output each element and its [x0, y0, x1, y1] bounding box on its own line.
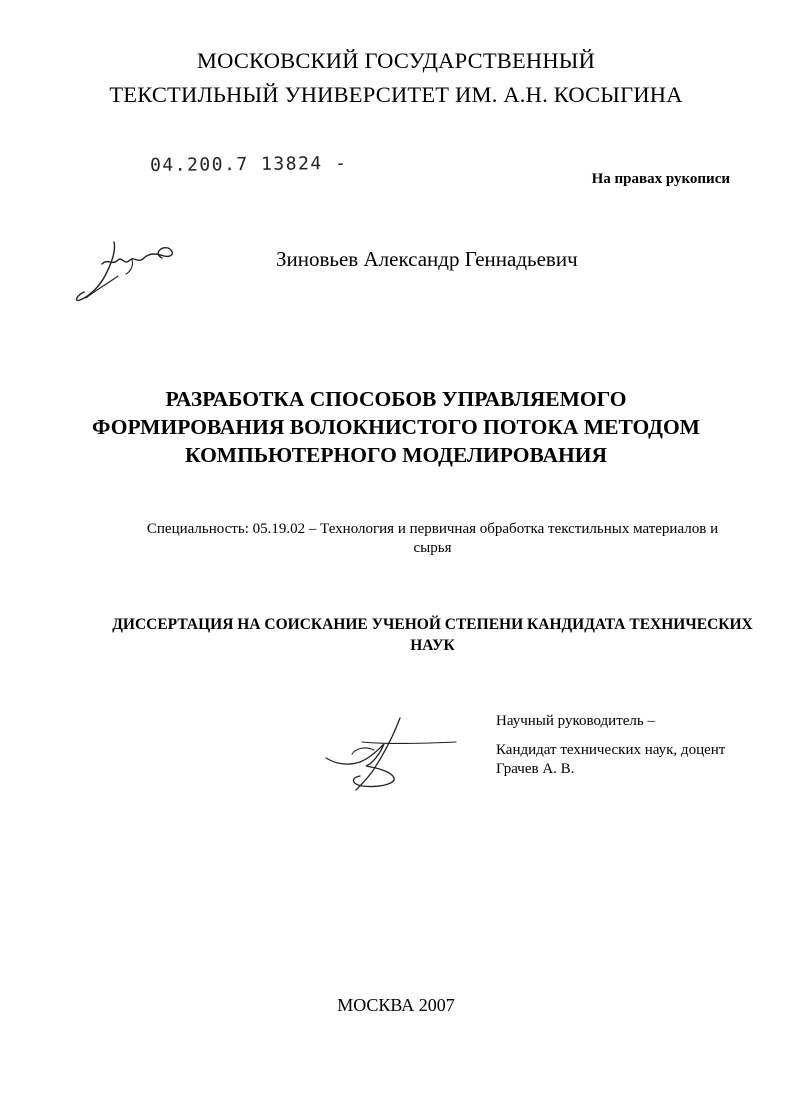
university-name-line-2: ТЕКСТИЛЬНЫЙ УНИВЕРСИТЕТ ИМ. А.Н. КОСЫГИНА [109, 82, 683, 107]
specialty [60, 520, 792, 558]
degree-line-1: ДИССЕРТАЦИЯ НА СОИСКАНИЕ УЧЕНОЙ СТЕПЕНИ КАНДИДАТА ТЕХНИЧЕСКИХ [112, 616, 753, 633]
thesis-title-line-2: ФОРМИРОВАНИЯ ВОЛОКНИСТОГО ПОТОКА МЕТОДОМ [92, 415, 700, 439]
city-year: МОСКВА 2007 [337, 995, 455, 1015]
thesis-title-line-1: РАЗРАБОТКА СПОСОБОВ УПРАВЛЯЕМОГО [165, 387, 627, 411]
degree-statement [60, 614, 792, 656]
author-name: Зиновьев Александр Геннадьевич [276, 247, 578, 271]
degree-line-2: НАУК [410, 637, 455, 654]
specialty-line-1: Специальность: 05.19.02 – Технология и первичная обработка текстильных материалов и [146, 521, 719, 537]
thesis-title-line-3: КОМПЬЮТЕРНОГО МОДЕЛИРОВАНИЯ [185, 443, 607, 467]
author-signature-icon [72, 236, 187, 308]
university-name-line-1: МОСКОВСКИЙ ГОСУДАРСТВЕННЫЙ [196, 48, 596, 73]
supervisor-name: Грачев А. В. [496, 761, 575, 777]
supervisor-rank: Кандидат технических наук, доцент [496, 742, 726, 758]
supervisor-block [496, 712, 776, 779]
manuscript-rights-note: На правах рукописи [591, 171, 730, 187]
specialty-line-2: сырья [413, 540, 452, 556]
supervisor-signature-icon [322, 714, 462, 794]
registration-number-stamp: 04.200.7 13824 - [149, 152, 348, 177]
supervisor-label: Научный руководитель – [496, 713, 655, 729]
thesis-title [0, 385, 792, 469]
